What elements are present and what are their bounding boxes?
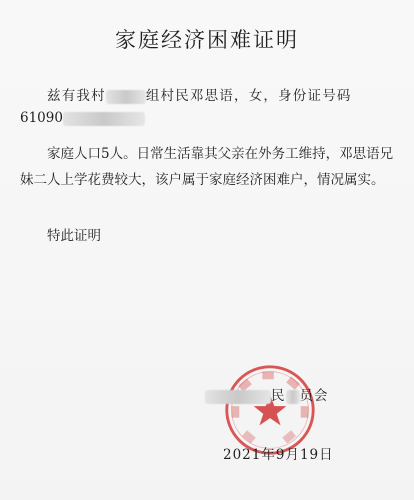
paragraph-1 — [20, 83, 396, 109]
para1-mid: 组村民邓思语，女，身份证号码 — [145, 88, 352, 104]
org-mid: 民 — [271, 388, 286, 404]
issue-date: 2021年9月19日 — [223, 447, 334, 463]
id-number-line — [20, 110, 145, 126]
id-number-prefix: 61090 — [20, 110, 63, 126]
document-title: 家庭经济困难证明 — [115, 28, 299, 52]
redacted-id-number — [63, 112, 145, 126]
redacted-organization-name — [205, 390, 271, 404]
closing-phrase: 特此证明 — [47, 228, 101, 244]
paragraph-2: 家庭人口5人。日常生活靠其父亲在外务工维持，邓思语兄妹二人上学花费较大，该户属于家庭经济困难户，情况属实。 — [20, 146, 394, 188]
redacted-village-name — [106, 90, 146, 104]
issuing-organization — [205, 384, 329, 404]
para1-prefix: 兹有我村 — [47, 88, 106, 104]
redacted-organization-word — [286, 390, 300, 404]
org-suffix: 员会 — [299, 388, 329, 404]
